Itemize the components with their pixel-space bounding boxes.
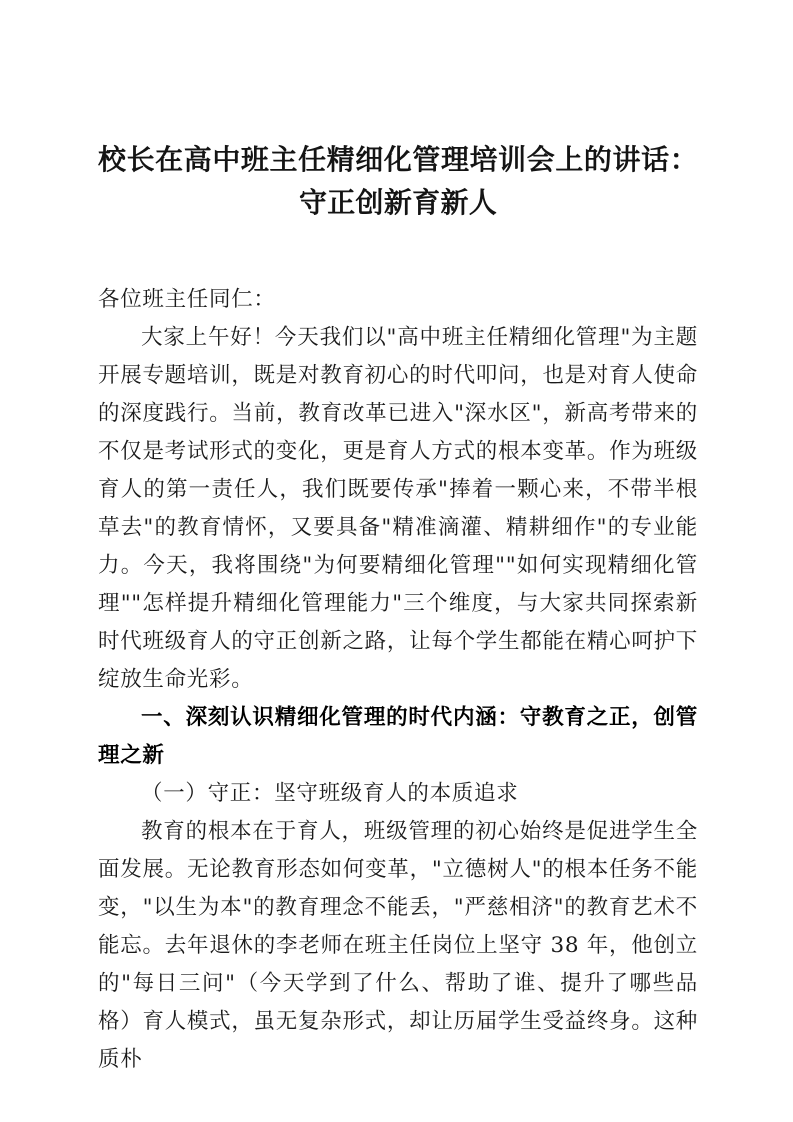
title-line-2: 正创新育新人 bbox=[327, 186, 498, 219]
salutation: 各位班主任同仁： bbox=[98, 287, 276, 312]
page-title bbox=[98, 138, 698, 224]
paragraph-opening: 大家上午好！今天我们以"高中班主任精细化管理"为主题开展专题培训，既是对教育初心的时代叩问，也是对育人使命的深度践行。当前，教育改革已进入"深水区"，新高考带来的不仅是考试形式的变化，更是育人方式的根本变革。作为班级育人的第一责任人，我们既要传承"捧着一颗心来，不带半根草去"的教育情怀，又要具备"精准滴灌、精耕细作"的专业能力。今天，我将围绕"为何要精细化管理""如何实现精细化管理""怎样提升精细化管理能力"三个维度，与大家共同探索新时代班级育人的守正创新之路，让每个学生都能在精心呵护下绽放生命光彩。 bbox=[98, 325, 698, 692]
paragraph-subsection-1-1-body: 教育的根本在于育人，班级管理的初心始终是促进学生全面发展。无论教育形态如何变革，"立德树人"的根本任务不能变，"以生为本"的教育理念不能丢，"严慈相济"的教育艺术不能忘。去年退休的李老师在班主任岗位上坚守 38 年，他创立的"每日三问"（今天学到了什么、帮助了谁、提升了哪些品格）育人模式，虽无复杂形式，却让历届学生受益终身。这种质朴 bbox=[98, 819, 698, 1072]
document-body bbox=[98, 138, 698, 1079]
subsection-heading-1-1: （一）守正：坚守班级育人的本质追求 bbox=[141, 781, 519, 806]
title-line-1: 校长在高中班主任精细化管理培训会上的讲话：守 bbox=[98, 143, 698, 219]
section-heading-1: 一、深刻认识精细化管理的时代内涵：守教育之正，创管理之新 bbox=[98, 705, 698, 768]
title-body-spacer bbox=[98, 224, 698, 281]
